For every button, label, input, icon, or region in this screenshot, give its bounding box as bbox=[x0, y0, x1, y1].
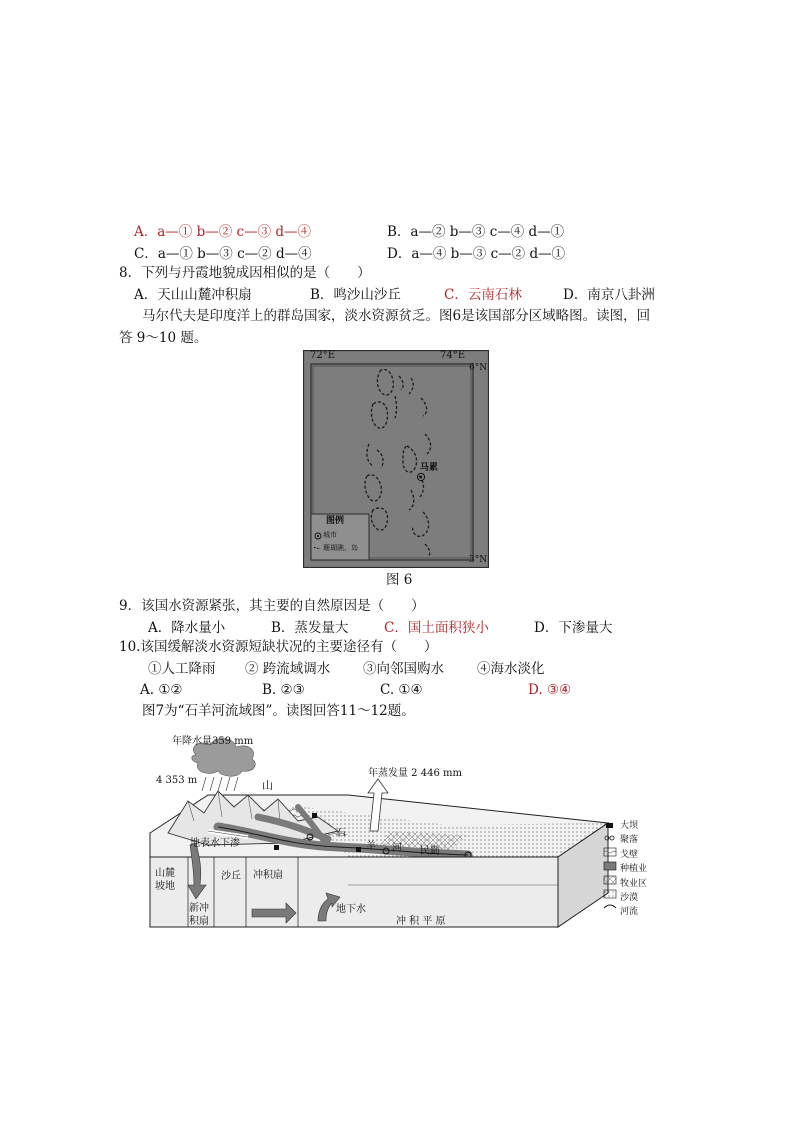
fig6-lon-right: 74°E bbox=[440, 350, 466, 361]
q7-option-a: A．a—① b—② c—③ d—④ bbox=[134, 224, 312, 240]
q9-option-d: D．下渗量大 bbox=[534, 620, 613, 636]
q10-option-d: D. ③④ bbox=[528, 682, 572, 698]
q9-option-b: B．蒸发量大 bbox=[271, 620, 349, 636]
fig6-city-label: 马累 bbox=[420, 463, 439, 473]
fig7-town: 民勤 bbox=[420, 846, 440, 857]
q10-option-c: C. ①④ bbox=[380, 682, 423, 698]
intro2: 图7为“石羊河流域图”。读图回答11～12题。 bbox=[142, 703, 415, 719]
fig6-lat-top: 6°N bbox=[469, 363, 488, 373]
fig7-dune: 沙丘 bbox=[221, 871, 241, 882]
fig7-slope-b: 坡地 bbox=[155, 881, 175, 892]
q10-item-2: ② 跨流域调水 bbox=[245, 661, 331, 677]
fig7-plain: 冲 积 平 原 bbox=[396, 916, 446, 927]
fig7-evap: 年蒸发量 2 446 mm bbox=[368, 768, 462, 779]
fig7-precip: 年降水量359 mm bbox=[172, 736, 254, 747]
fig7-legend-dam: 大坝 bbox=[620, 821, 639, 831]
q10-option-a: A. ①② bbox=[140, 682, 183, 698]
fig7-legend-settlement: 聚落 bbox=[620, 835, 639, 845]
q10-item-3: ③向邻国购水 bbox=[363, 661, 444, 677]
q7-option-c: C．a—① b—③ c—② d—④ bbox=[134, 246, 312, 262]
q10-item-4: ④海水淡化 bbox=[477, 661, 545, 677]
q8-stem: 8．下列与丹霞地貌成因相似的是（ ） bbox=[119, 265, 371, 281]
fig7-river-char-2: 羊 bbox=[366, 841, 376, 852]
q7-option-b: B．a—② b—③ c—④ d—① bbox=[387, 224, 565, 240]
fig7-elev: 4 353 m bbox=[156, 775, 198, 786]
fig6-legend-title: 图例 bbox=[326, 516, 345, 526]
fig6-legend-city: 城市 bbox=[323, 531, 337, 539]
fig7-fan-a: 新冲 bbox=[189, 903, 209, 914]
q7-option-d: D．a—④ b—③ c—② d—① bbox=[387, 246, 566, 262]
fig6-caption: 图 6 bbox=[386, 572, 413, 588]
q8-option-b: B．鸣沙山沙丘 bbox=[310, 287, 401, 303]
fig7-groundwater: 地下水 bbox=[336, 904, 366, 915]
fig7-river-char-3: 河 bbox=[392, 843, 402, 854]
fig6-lon-left: 72°E bbox=[310, 350, 336, 361]
intro1-line1: 马尔代夫是印度洋上的群岛国家，淡水资源贫乏。图6是该国部分区域略图。读图，回 bbox=[142, 308, 651, 324]
q10-item-1: ①人工降雨 bbox=[148, 661, 216, 677]
fig7-legend-river: 河流 bbox=[620, 907, 639, 917]
fig7-legend-desert: 沙漠 bbox=[620, 893, 639, 903]
q10-stem: 10.该国缓解淡水资源短缺状况的主要途径有（ ） bbox=[119, 639, 438, 655]
fig6-lat-bottom: 3°N bbox=[469, 555, 488, 565]
fig7-legend-farming: 种植业 bbox=[620, 864, 648, 874]
q8-option-a: A．天山山麓冲积扇 bbox=[134, 287, 252, 303]
fig7-infiltration: 地表水下渗 bbox=[190, 838, 240, 849]
fig7-legend-gobi: 戈壁 bbox=[620, 850, 639, 860]
q9-option-c: C．国土面积狭小 bbox=[384, 620, 489, 636]
fig6-legend-reef: 珊瑚礁、岛 bbox=[323, 544, 358, 552]
intro1-line2: 答 9～10 题。 bbox=[119, 330, 208, 346]
q10-option-b: B. ②③ bbox=[262, 682, 305, 698]
q8-option-c: C．云南石林 bbox=[444, 287, 522, 303]
q8-option-d: D．南京八卦洲 bbox=[563, 287, 655, 303]
fig7-mountain: 山 bbox=[262, 779, 273, 792]
fig7-fan: 冲积扇 bbox=[253, 870, 283, 881]
fig7-river-char-1: 石 bbox=[336, 828, 346, 839]
fig7-slope-a: 山麓 bbox=[155, 868, 175, 879]
fig7-fan-b: 积扇 bbox=[189, 916, 209, 927]
q9-option-a: A．降水量小 bbox=[148, 620, 226, 636]
q9-stem: 9．该国水资源紧张，其主要的自然原因是（ ） bbox=[119, 598, 425, 614]
fig7-legend-pasture: 牧业区 bbox=[620, 879, 648, 889]
